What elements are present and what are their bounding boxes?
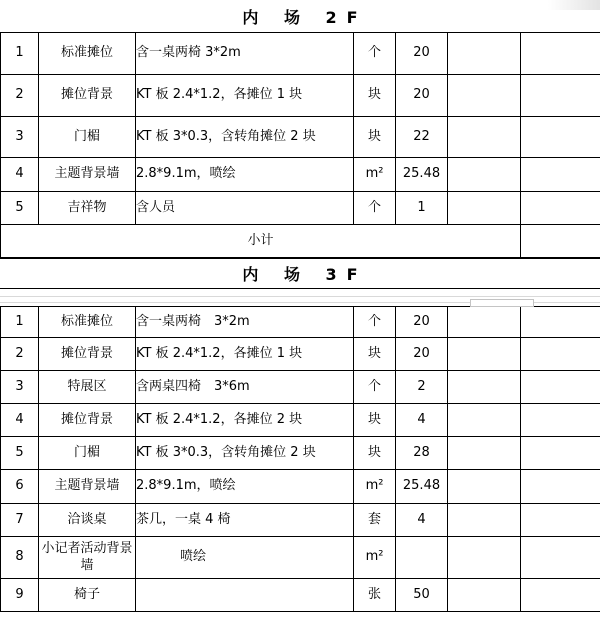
cell-quantity: 22	[396, 117, 448, 158]
cell-empty-2	[521, 504, 600, 537]
cell-quantity: 4	[396, 404, 448, 437]
cell-empty-2	[521, 75, 600, 117]
cell-empty-1	[448, 404, 521, 437]
cell-empty-2	[521, 158, 600, 192]
cell-empty-1	[448, 371, 521, 404]
spreadsheet-grid-band	[0, 289, 600, 306]
table-floor-3f	[0, 306, 600, 612]
cell-empty-1	[448, 117, 521, 158]
cell-row-number: 6	[1, 470, 39, 504]
cell-unit: 个	[354, 33, 396, 75]
table-row	[1, 307, 600, 338]
cell-unit: 个	[354, 371, 396, 404]
cell-empty-1	[448, 504, 521, 537]
cell-item-name: 椅子	[39, 579, 136, 612]
cell-unit: 个	[354, 307, 396, 338]
subtotal-row	[1, 225, 600, 258]
cell-item-name: 洽谈桌	[39, 504, 136, 537]
cell-item-name: 门楣	[39, 117, 136, 158]
cell-unit: m²	[354, 537, 396, 579]
cell-item-name: 摊位背景	[39, 338, 136, 371]
scan-artifact	[548, 0, 600, 10]
cell-empty-2	[521, 117, 600, 158]
cell-description	[136, 579, 354, 612]
cell-empty-1	[448, 75, 521, 117]
cell-row-number: 7	[1, 504, 39, 537]
cell-row-number: 5	[1, 192, 39, 225]
table-row	[1, 75, 600, 117]
cell-empty-1	[448, 537, 521, 579]
cell-quantity: 4	[396, 504, 448, 537]
cell-quantity: 20	[396, 338, 448, 371]
cell-item-name: 门楣	[39, 437, 136, 470]
cell-quantity: 1	[396, 192, 448, 225]
cell-description: 含一桌两椅 3*2m	[136, 307, 354, 338]
cell-quantity: 20	[396, 75, 448, 117]
section-title-3f: 内 场 3F	[0, 258, 600, 289]
cell-item-name: 标准摊位	[39, 307, 136, 338]
cell-description: KT 板 2.4*1.2，各摊位 1 块	[136, 75, 354, 117]
cell-item-name: 小记者活动背景墙	[39, 537, 136, 579]
cell-quantity: 20	[396, 33, 448, 75]
cell-description: KT 板 2.4*1.2，各摊位 1 块	[136, 338, 354, 371]
cell-description: 含一桌两椅 3*2m	[136, 33, 354, 75]
cell-item-name: 主题背景墙	[39, 158, 136, 192]
table-row	[1, 158, 600, 192]
cell-unit: 块	[354, 338, 396, 371]
table-row	[1, 579, 600, 612]
cell-subtotal-label: 小计	[1, 225, 521, 258]
cell-description: 喷绘	[136, 537, 354, 579]
cell-unit: 套	[354, 504, 396, 537]
cell-item-name: 特展区	[39, 371, 136, 404]
table-row	[1, 470, 600, 504]
table-row	[1, 437, 600, 470]
table-row	[1, 404, 600, 437]
cell-empty-1	[448, 307, 521, 338]
cell-quantity	[396, 537, 448, 579]
cell-row-number: 4	[1, 404, 39, 437]
table-row	[1, 33, 600, 75]
cell-row-number: 1	[1, 33, 39, 75]
cell-unit: m²	[354, 158, 396, 192]
cell-row-number: 5	[1, 437, 39, 470]
cell-unit: 块	[354, 404, 396, 437]
cell-empty-1	[448, 470, 521, 504]
cell-empty-2	[521, 338, 600, 371]
subtotal-row-group	[1, 225, 600, 258]
cell-quantity: 25.48	[396, 470, 448, 504]
cell-empty-2	[521, 307, 600, 338]
cell-quantity: 25.48	[396, 158, 448, 192]
table-row	[1, 117, 600, 158]
cell-item-name: 摊位背景	[39, 404, 136, 437]
cell-row-number: 2	[1, 75, 39, 117]
cell-row-number: 3	[1, 117, 39, 158]
cell-empty-1	[448, 437, 521, 470]
cell-description: KT 板 3*0.3，含转角摊位 2 块	[136, 117, 354, 158]
cell-row-number: 3	[1, 371, 39, 404]
cell-unit: 块	[354, 75, 396, 117]
table-row	[1, 537, 600, 579]
faint-grid-cell	[470, 299, 534, 307]
cell-quantity: 20	[396, 307, 448, 338]
cell-item-name: 主题背景墙	[39, 470, 136, 504]
cell-row-number: 1	[1, 307, 39, 338]
cell-description: 含人员	[136, 192, 354, 225]
table-row	[1, 504, 600, 537]
cell-description: KT 板 3*0.3，含转角摊位 2 块	[136, 437, 354, 470]
cell-row-number: 4	[1, 158, 39, 192]
cell-empty-1	[448, 158, 521, 192]
cell-description: 含两桌四椅 3*6m	[136, 371, 354, 404]
cell-description: 2.8*9.1m，喷绘	[136, 470, 354, 504]
cell-quantity: 50	[396, 579, 448, 612]
cell-item-name: 摊位背景	[39, 75, 136, 117]
cell-empty-2	[521, 470, 600, 504]
cell-empty-1	[448, 579, 521, 612]
faint-gridline	[0, 296, 600, 297]
table-row	[1, 371, 600, 404]
cell-description: KT 板 2.4*1.2，各摊位 2 块	[136, 404, 354, 437]
section-title-2f: 内 场 2F	[242, 7, 368, 27]
cell-subtotal-value	[521, 225, 600, 258]
cell-empty-1	[448, 338, 521, 371]
cell-unit: 个	[354, 192, 396, 225]
cell-empty-2	[521, 579, 600, 612]
cell-empty-2	[521, 437, 600, 470]
cell-row-number: 2	[1, 338, 39, 371]
cell-row-number: 8	[1, 537, 39, 579]
table-row	[1, 338, 600, 371]
cell-item-name: 吉祥物	[39, 192, 136, 225]
cell-quantity: 2	[396, 371, 448, 404]
cell-unit: 块	[354, 437, 396, 470]
cell-empty-2	[521, 537, 600, 579]
cell-unit: 块	[354, 117, 396, 158]
cell-description: 2.8*9.1m，喷绘	[136, 158, 354, 192]
cell-empty-2	[521, 33, 600, 75]
cell-description: 茶几，一桌 4 椅	[136, 504, 354, 537]
table-row	[1, 192, 600, 225]
cell-row-number: 9	[1, 579, 39, 612]
cell-empty-1	[448, 192, 521, 225]
cell-empty-2	[521, 371, 600, 404]
cell-empty-2	[521, 192, 600, 225]
cell-empty-2	[521, 404, 600, 437]
cell-quantity: 28	[396, 437, 448, 470]
cell-unit: 张	[354, 579, 396, 612]
table-floor-2f	[0, 32, 600, 258]
cell-item-name: 标准摊位	[39, 33, 136, 75]
cell-empty-1	[448, 33, 521, 75]
cell-unit: m²	[354, 470, 396, 504]
